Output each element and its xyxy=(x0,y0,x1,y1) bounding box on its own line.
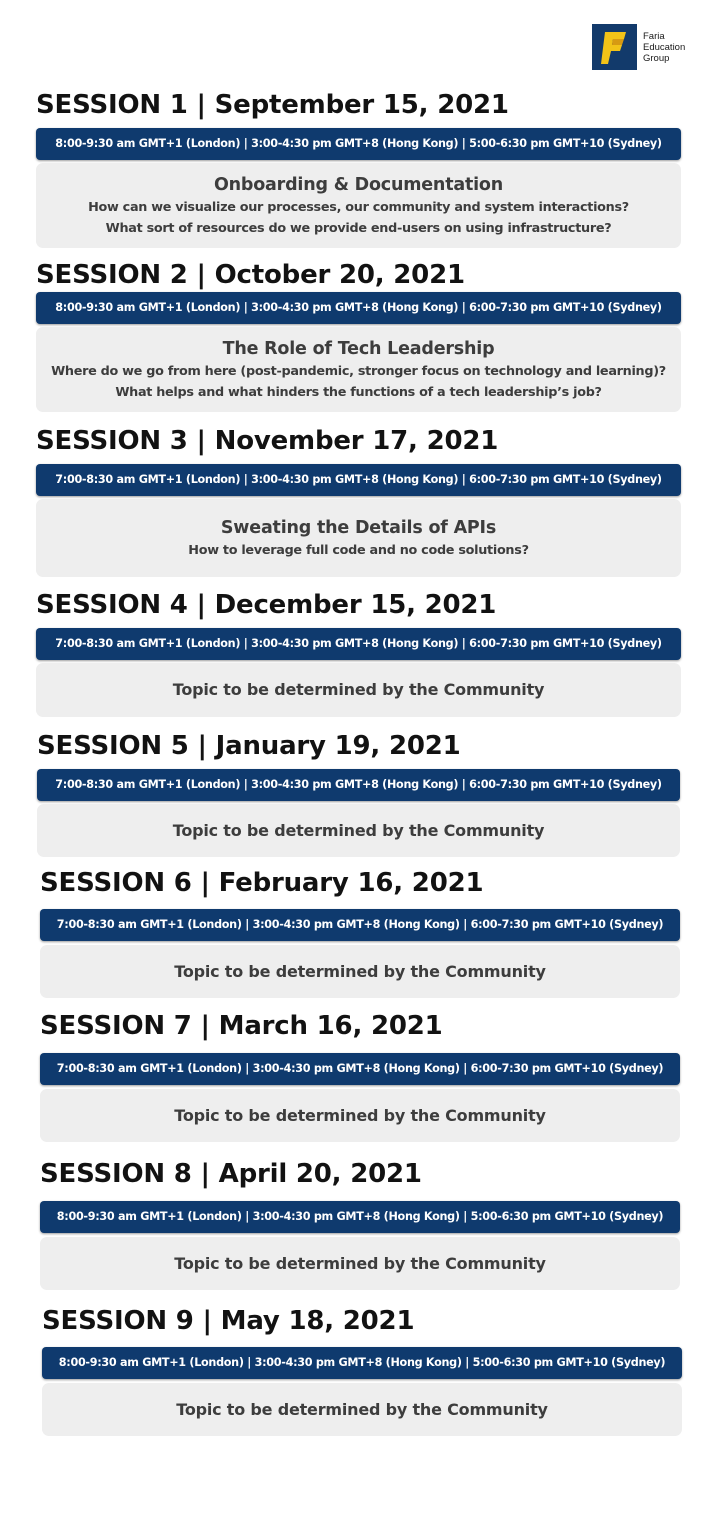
topic-tbd: Topic to be determined by the Community xyxy=(174,1105,546,1125)
session-topic-box xyxy=(40,945,680,998)
topic-tbd: Topic to be determined by the Community xyxy=(172,680,545,699)
session-times-bar: 7:00-8:30 am GMT+1 (London) | 3:00-4:30 pm GMT+8 (Hong Kong) | 6:00-7:30 pm GMT+10 (Sydney) xyxy=(37,769,680,801)
topic-tbd: Topic to be determined by the Community xyxy=(176,1399,548,1419)
session-title: SESSION 2 | October 20, 2021 xyxy=(36,260,465,290)
topic-question-2: What sort of resources do we provide end-users on using infrastructure? xyxy=(105,220,612,236)
session-times-bar: 8:00-9:30 am GMT+1 (London) | 3:00-4:30 pm GMT+8 (Hong Kong) | 5:00-6:30 pm GMT+10 (Sydney) xyxy=(36,128,681,160)
session-times-bar: 8:00-9:30 am GMT+1 (London) | 3:00-4:30 pm GMT+8 (Hong Kong) | 5:00-6:30 pm GMT+10 (Sydney) xyxy=(40,1201,680,1233)
session-times-bar: 8:00-9:30 am GMT+1 (London) | 3:00-4:30 pm GMT+8 (Hong Kong) | 6:00-7:30 pm GMT+10 (Sydney) xyxy=(36,292,681,324)
session-topic-box xyxy=(36,327,681,412)
topic-tbd: Topic to be determined by the Community xyxy=(172,820,545,840)
session-topic-box xyxy=(36,499,681,577)
session-title: SESSION 8 | April 20, 2021 xyxy=(40,1159,422,1189)
session-topic-box xyxy=(37,804,680,857)
session-title: SESSION 6 | February 16, 2021 xyxy=(40,868,484,898)
session-times-bar: 8:00-9:30 am GMT+1 (London) | 3:00-4:30 pm GMT+8 (Hong Kong) | 5:00-6:30 pm GMT+10 (Sydney) xyxy=(42,1347,682,1379)
topic-tbd: Topic to be determined by the Community xyxy=(174,1253,546,1273)
session-title: SESSION 9 | May 18, 2021 xyxy=(42,1306,415,1336)
session-times-bar: 7:00-8:30 am GMT+1 (London) | 3:00-4:30 pm GMT+8 (Hong Kong) | 6:00-7:30 pm GMT+10 (Sydney) xyxy=(36,464,681,496)
session-times-bar: 7:00-8:30 am GMT+1 (London) | 3:00-4:30 pm GMT+8 (Hong Kong) | 6:00-7:30 pm GMT+10 (Sydney) xyxy=(40,909,680,941)
session-topic-box xyxy=(40,1237,680,1290)
logo-line-2: Education xyxy=(643,41,686,53)
session-topic-box xyxy=(40,1089,680,1142)
logo-line-1: Faria xyxy=(643,30,665,42)
topic-title: Sweating the Details of APIs xyxy=(220,517,497,538)
session-times-bar: 7:00-8:30 am GMT+1 (London) | 3:00-4:30 pm GMT+8 (Hong Kong) | 6:00-7:30 pm GMT+10 (Sydney) xyxy=(36,628,681,660)
session-times-bar: 7:00-8:30 am GMT+1 (London) | 3:00-4:30 pm GMT+8 (Hong Kong) | 6:00-7:30 pm GMT+10 (Sydney) xyxy=(40,1053,680,1085)
topic-tbd: Topic to be determined by the Community xyxy=(174,961,546,981)
topic-question-2: What helps and what hinders the functions of a tech leadership’s job? xyxy=(115,384,602,400)
faria-logo xyxy=(592,24,685,70)
session-topic-box xyxy=(42,1383,682,1436)
faria-f-icon xyxy=(592,24,637,70)
logo-line-3: Group xyxy=(643,52,670,64)
session-title: SESSION 7 | March 16, 2021 xyxy=(40,1011,443,1041)
logo-wordmark xyxy=(643,31,685,64)
faria-logo-mark xyxy=(592,24,637,70)
topic-question-1: How to leverage full code and no code solutions? xyxy=(188,542,529,558)
topic-question-1: Where do we go from here (post-pandemic, stronger focus on technology and learning)? xyxy=(51,363,666,379)
topic-title: The Role of Tech Leadership xyxy=(222,338,495,359)
session-title: SESSION 5 | January 19, 2021 xyxy=(37,731,461,761)
session-title: SESSION 4 | December 15, 2021 xyxy=(36,590,497,620)
session-topic-box xyxy=(36,663,681,717)
topic-title: Onboarding & Documentation xyxy=(213,174,504,195)
session-title: SESSION 1 | September 15, 2021 xyxy=(36,90,509,120)
topic-question-1: How can we visualize our processes, our community and system interactions? xyxy=(88,199,629,215)
session-title: SESSION 3 | November 17, 2021 xyxy=(36,426,499,456)
session-topic-box xyxy=(36,163,681,248)
